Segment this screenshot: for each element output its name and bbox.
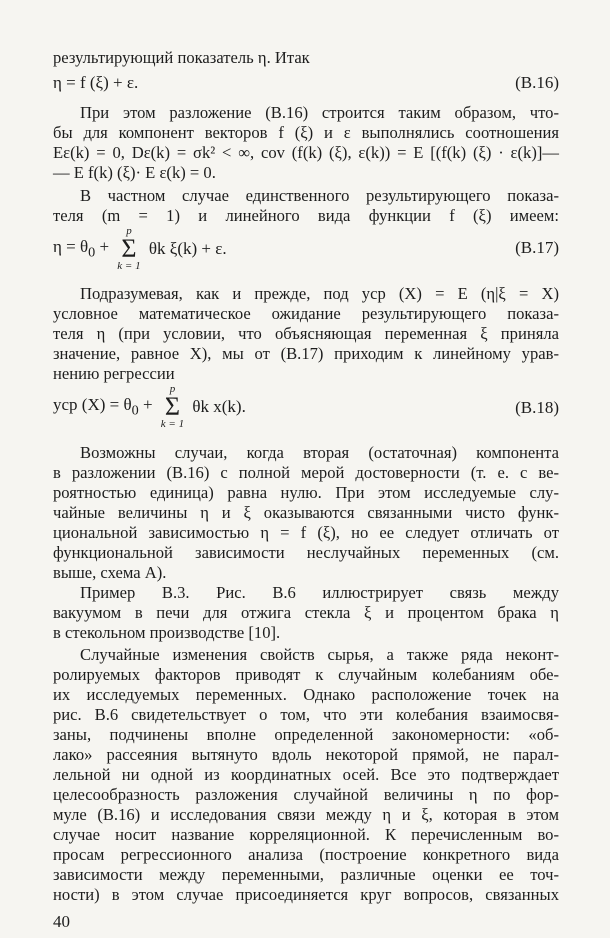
- text-line: условное математическое ожидание результирующего показа-: [53, 304, 559, 323]
- equation-b18: [53, 384, 559, 430]
- equation-number: (В.16): [515, 73, 559, 92]
- sum-upper-limit: p: [169, 383, 176, 395]
- text-line: муле (В.16) и исследования связи между η и ξ, которая в этом: [53, 805, 559, 824]
- text-line: ности) в этом случае присоединяется круг вопросов, связанных: [53, 885, 559, 904]
- text-line: Подразумевая, как и прежде, под yср (X) = E (η|ξ = X): [80, 284, 559, 303]
- equation-lhs: η = θ: [53, 236, 89, 256]
- text-line: — E f(k) (ξ)· E ε(k) = 0.: [53, 163, 216, 182]
- equation-term: θk ξ(k) + ε.: [148, 239, 227, 258]
- text-line: В частном случае единственного результирующего показа-: [80, 186, 559, 205]
- text-line: результирующий показатель η. Итак: [53, 48, 310, 67]
- text-line: лако» рассеяния вытянуто вдоль некоторой прямой, не парал-: [53, 745, 559, 764]
- text-line: их исследуемых переменных. Однако расположение точек на: [53, 685, 559, 704]
- sum-lower-limit: k = 1: [160, 418, 185, 430]
- text-line: целесообразность разложения случайной величины η по фор-: [53, 785, 559, 804]
- equation-term: θk x(k).: [192, 397, 246, 416]
- sum-upper-limit: p: [126, 225, 132, 237]
- text-line: бы для компонент векторов f (ξ) и ε выполнялись соотношения: [53, 123, 559, 142]
- equation-b17: [53, 226, 559, 272]
- sigma-symbol: Σ: [164, 392, 181, 421]
- text-line: ролируемых факторов приводят к случайным колебаниям обе-: [53, 665, 559, 684]
- text-line: в разложении (В.16) с полной мерой достоверности (т. е. с ве-: [53, 463, 559, 482]
- text-line: зависимости между переменными, различные оценки ее точ-: [53, 865, 559, 884]
- text-line: просам регрессионного анализа (построение конкретного вида: [53, 845, 559, 864]
- text-line: функциональной зависимости неслучайных переменных (см.: [53, 543, 559, 562]
- text-line: нению регрессии: [53, 364, 175, 383]
- text-line: случае носит название корреляционной. К перечисленным во-: [53, 825, 559, 844]
- text-line: чайные величины η и ξ оказываются связанными чисто функ-: [53, 503, 559, 522]
- text-line: Случайные изменения свойств сырья, а также ряда неконт-: [80, 645, 559, 664]
- text-line: лельной ни одной из координатных осей. Все это подтверждает: [53, 765, 559, 784]
- text-line: теля η (при условии, что объясняющая переменная ξ приняла: [53, 324, 559, 343]
- text-line: вакуумом в печи для отжига стекла ξ и процентом брака η: [53, 603, 559, 622]
- equation-number: (В.18): [515, 398, 559, 417]
- text-line: в стекольном производстве [10].: [53, 623, 281, 642]
- equation-number: (В.17): [515, 238, 559, 257]
- equation-b16: [53, 73, 559, 93]
- text-line: рис. В.6 свидетельствует о том, что эти колебания взаимосвя-: [53, 705, 559, 724]
- sum-lower-limit: k = 1: [117, 260, 141, 272]
- summation: [117, 226, 140, 272]
- text-line: циональной зависимостью η = f (ξ), но ее следует отличать от: [53, 523, 559, 542]
- text-line: Возможны случаи, когда вторая (остаточная) компонента: [80, 443, 559, 462]
- text-line: заны, подчинены вполне определенной закономерности: «об-: [53, 725, 559, 744]
- text-line: Eε(k) = 0, Dε(k) = σk² < ∞, cov (f(k) (ξ), ε(k)) = E [(f(k) (ξ) · ε(k)]—: [53, 143, 559, 162]
- equation-lhs: yср (X) = θ: [53, 394, 132, 414]
- summation: [161, 384, 184, 430]
- page-number: 40: [53, 912, 70, 931]
- text-line: Пример В.3. Рис. В.6 иллюстрирует связь между: [80, 583, 559, 602]
- equation-formula: η = f (ξ) + ε.: [53, 73, 139, 92]
- text-line: значение, равное X), мы от (В.17) приходим к линейному урав-: [53, 344, 559, 363]
- subscript: 0: [131, 402, 139, 419]
- subscript: 0: [88, 244, 96, 261]
- text-line: роятностью единица) равна нулю. При этом исследуемые слу-: [53, 483, 559, 502]
- text-line: теля (m = 1) и линейного вида функции f (ξ) имеем:: [53, 206, 559, 225]
- plus-sign: +: [95, 236, 110, 256]
- plus-sign: +: [138, 394, 153, 414]
- text-line: выше, схема A).: [53, 563, 167, 582]
- sigma-symbol: Σ: [121, 234, 137, 263]
- text-line: При этом разложение (В.16) строится таким образом, что-: [80, 103, 559, 122]
